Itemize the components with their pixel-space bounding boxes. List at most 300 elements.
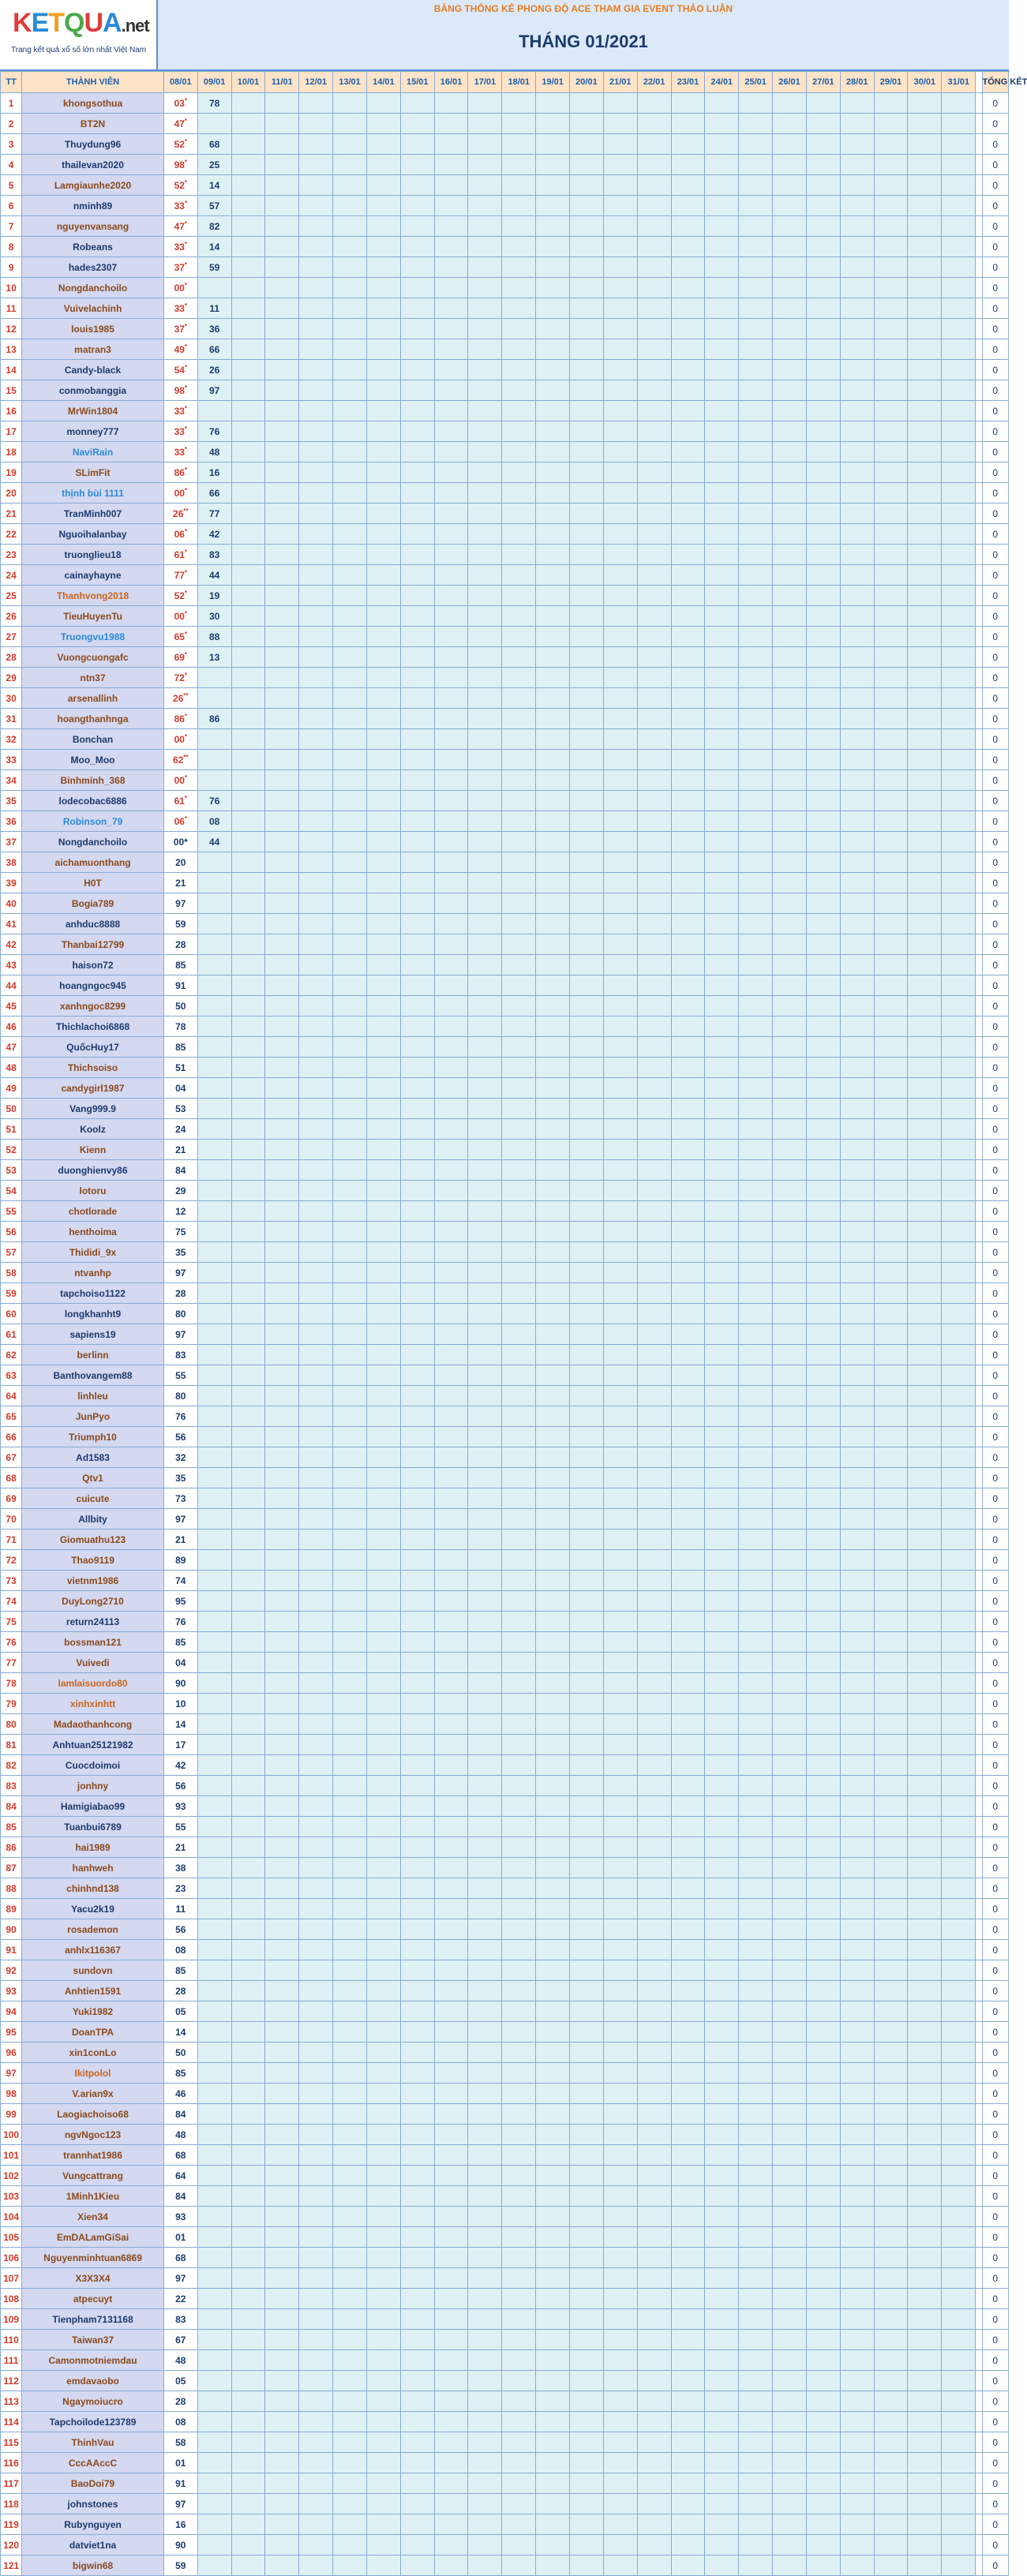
day-cell bbox=[502, 688, 536, 709]
member-name[interactable]: Rubynguyen bbox=[22, 2514, 164, 2535]
day-cell bbox=[671, 2350, 705, 2371]
member-name[interactable]: Vang999.9 bbox=[22, 1099, 164, 1119]
day-cell bbox=[705, 2514, 739, 2535]
day-cell bbox=[400, 175, 434, 196]
day-cell bbox=[333, 1447, 367, 1468]
member-name[interactable]: Thididi_9x bbox=[22, 1242, 164, 1263]
day-cell-0901 bbox=[197, 1242, 231, 1263]
member-name[interactable]: TranMinh007 bbox=[22, 504, 164, 524]
day-cell bbox=[637, 1591, 671, 1612]
day-cell bbox=[840, 873, 874, 893]
member-name[interactable]: cuicute bbox=[22, 1488, 164, 1509]
member-name[interactable]: Triumph10 bbox=[22, 1427, 164, 1447]
member-name[interactable]: hoangngoc945 bbox=[22, 975, 164, 996]
gap-cell bbox=[976, 2207, 982, 2227]
member-name[interactable]: ngvNgoc123 bbox=[22, 2125, 164, 2145]
member-name[interactable]: lodecobac6886 bbox=[22, 791, 164, 811]
day-cell bbox=[536, 1222, 570, 1242]
day-cell bbox=[536, 1447, 570, 1468]
total-col-a: 0 bbox=[982, 770, 1009, 791]
member-name[interactable]: Ad1583 bbox=[22, 1447, 164, 1468]
day-cell bbox=[468, 319, 502, 339]
member-name[interactable]: MrWin1804 bbox=[22, 401, 164, 421]
member-name[interactable]: Taiwan37 bbox=[22, 2330, 164, 2350]
member-name[interactable]: Thuydung96 bbox=[22, 134, 164, 155]
day-cell bbox=[468, 2248, 502, 2268]
table-body bbox=[1, 93, 1009, 2576]
pick-value: 73 bbox=[175, 1492, 186, 1504]
member-name[interactable]: anhlx116367 bbox=[22, 1940, 164, 1960]
day-cell bbox=[468, 1324, 502, 1345]
day-cell bbox=[333, 2125, 367, 2145]
day-cell bbox=[773, 1427, 807, 1447]
table-row bbox=[1, 832, 1009, 852]
member-name[interactable]: Nguoihalanbay bbox=[22, 524, 164, 545]
member-name[interactable]: atpecuyt bbox=[22, 2289, 164, 2309]
member-name[interactable]: Vuongcuongafc bbox=[22, 647, 164, 668]
day-cell bbox=[671, 688, 705, 709]
member-name[interactable]: DuyLong2710 bbox=[22, 1591, 164, 1612]
day-cell bbox=[705, 1160, 739, 1181]
day-cell bbox=[434, 852, 468, 873]
day-cell bbox=[603, 1201, 637, 1222]
day-cell bbox=[942, 2022, 976, 2042]
day-cell bbox=[637, 216, 671, 237]
day-cell bbox=[637, 524, 671, 545]
day-cell bbox=[773, 319, 807, 339]
member-name[interactable]: EmDALamGiSai bbox=[22, 2227, 164, 2248]
member-name[interactable]: hoangthanhnga bbox=[22, 709, 164, 729]
member-name[interactable]: lotoru bbox=[22, 1181, 164, 1201]
member-name[interactable]: chotlorade bbox=[22, 1201, 164, 1222]
day-cell bbox=[570, 401, 604, 421]
member-name[interactable]: aichamuonthang bbox=[22, 852, 164, 873]
member-name[interactable]: X3X3X4 bbox=[22, 2268, 164, 2289]
member-name[interactable]: xinhxinhtt bbox=[22, 1694, 164, 1714]
day-cell bbox=[806, 2309, 840, 2330]
day-cell bbox=[434, 1345, 468, 1365]
member-name[interactable]: haison72 bbox=[22, 955, 164, 975]
row-number: 57 bbox=[1, 1242, 22, 1263]
member-name[interactable]: berlinn bbox=[22, 1345, 164, 1365]
member-name[interactable]: hades2307 bbox=[22, 257, 164, 278]
day-cell bbox=[366, 504, 400, 524]
total-col-a: 0 bbox=[982, 996, 1009, 1017]
member-name[interactable]: Yacu2k19 bbox=[22, 1899, 164, 1919]
day-cell bbox=[400, 729, 434, 750]
member-name[interactable]: Xien34 bbox=[22, 2207, 164, 2227]
day-cell bbox=[536, 873, 570, 893]
member-name[interactable]: arsenallinh bbox=[22, 688, 164, 709]
day-cell bbox=[231, 668, 265, 688]
row-number: 21 bbox=[1, 504, 22, 524]
member-name[interactable]: Anhtuan25121982 bbox=[22, 1735, 164, 1755]
total-col-a: 0 bbox=[982, 1509, 1009, 1530]
day-cell-0901 bbox=[197, 2289, 231, 2309]
day-cell bbox=[603, 442, 637, 462]
member-name[interactable]: Allbity bbox=[22, 1509, 164, 1530]
day-cell bbox=[570, 1058, 604, 1078]
day-cell bbox=[536, 2042, 570, 2063]
day-cell bbox=[333, 1694, 367, 1714]
member-name[interactable]: Bonchan bbox=[22, 729, 164, 750]
day-cell bbox=[468, 2330, 502, 2350]
day-cell bbox=[874, 298, 908, 319]
member-name[interactable]: Camonmotniemdau bbox=[22, 2350, 164, 2371]
member-name[interactable]: anhduc8888 bbox=[22, 914, 164, 934]
day-cell bbox=[840, 1919, 874, 1940]
member-name[interactable]: monney777 bbox=[22, 421, 164, 442]
member-name[interactable]: jonhny bbox=[22, 1776, 164, 1796]
day-cell bbox=[570, 996, 604, 1017]
day-cell bbox=[806, 1612, 840, 1632]
member-name[interactable]: xanhngoc8299 bbox=[22, 996, 164, 1017]
member-name[interactable]: Tuanbui6789 bbox=[22, 1817, 164, 1837]
day-cell bbox=[908, 1345, 942, 1365]
member-name[interactable]: xin1conLo bbox=[22, 2042, 164, 2063]
member-name[interactable]: Vungcattrang bbox=[22, 2166, 164, 2186]
table-row bbox=[1, 1283, 1009, 1304]
member-name[interactable]: Laogiachoiso68 bbox=[22, 2104, 164, 2125]
member-name[interactable]: 1Minh1Kieu bbox=[22, 2186, 164, 2207]
member-name[interactable]: thailevan2020 bbox=[22, 155, 164, 175]
member-name[interactable]: Thichsoiso bbox=[22, 1058, 164, 1078]
table-row bbox=[1, 1817, 1009, 1837]
day-cell bbox=[502, 216, 536, 237]
day-cell bbox=[806, 155, 840, 175]
day-cell bbox=[773, 421, 807, 442]
member-name[interactable]: Bogia789 bbox=[22, 893, 164, 914]
member-name[interactable]: V.arian9x bbox=[22, 2084, 164, 2104]
member-name[interactable]: Candy-black bbox=[22, 360, 164, 380]
member-name[interactable]: Tienpham7131168 bbox=[22, 2309, 164, 2330]
day-cell bbox=[806, 873, 840, 893]
day-cell-0901 bbox=[197, 1694, 231, 1714]
day-cell bbox=[603, 257, 637, 278]
table-row bbox=[1, 339, 1009, 360]
member-name[interactable]: return24113 bbox=[22, 1612, 164, 1632]
day-cell bbox=[400, 1160, 434, 1181]
table-row bbox=[1, 93, 1009, 114]
member-name[interactable]: NaviRain bbox=[22, 442, 164, 462]
day-cell bbox=[908, 1078, 942, 1099]
day-cell bbox=[908, 2145, 942, 2166]
table-row bbox=[1, 668, 1009, 688]
row-number: 31 bbox=[1, 709, 22, 729]
day-cell bbox=[908, 1058, 942, 1078]
member-name[interactable]: Thanhvong2018 bbox=[22, 586, 164, 606]
day-cell bbox=[299, 1488, 333, 1509]
day-cell bbox=[773, 2001, 807, 2022]
gap-cell bbox=[976, 2268, 982, 2289]
day-cell bbox=[502, 996, 536, 1017]
day-cell bbox=[840, 1058, 874, 1078]
member-name[interactable]: Moo_Moo bbox=[22, 750, 164, 770]
day-cell bbox=[333, 1058, 367, 1078]
day-cell bbox=[570, 1550, 604, 1571]
member-name[interactable]: Kienn bbox=[22, 1140, 164, 1160]
day-cell bbox=[400, 1365, 434, 1386]
member-name[interactable]: Giomuathu123 bbox=[22, 1530, 164, 1550]
day-cell bbox=[908, 1201, 942, 1222]
day-cell bbox=[400, 1427, 434, 1447]
day-cell bbox=[671, 1468, 705, 1488]
pick-value: 80 bbox=[175, 1308, 186, 1320]
day-cell bbox=[231, 1837, 265, 1858]
member-name[interactable]: datviet1na bbox=[22, 2535, 164, 2555]
gap-cell bbox=[976, 1386, 982, 1406]
day-cell bbox=[637, 155, 671, 175]
day-cell bbox=[840, 1304, 874, 1324]
day-cell bbox=[840, 791, 874, 811]
day-cell bbox=[265, 1304, 299, 1324]
member-name[interactable]: Qtv1 bbox=[22, 1468, 164, 1488]
day-cell bbox=[942, 1591, 976, 1612]
day-cell bbox=[434, 2309, 468, 2330]
member-name[interactable]: Yuki1982 bbox=[22, 2001, 164, 2022]
day-cell bbox=[705, 483, 739, 504]
member-name[interactable]: Robinson_79 bbox=[22, 811, 164, 832]
day-cell bbox=[502, 380, 536, 401]
day-cell bbox=[434, 1406, 468, 1427]
member-name[interactable]: lamlaisuordo80 bbox=[22, 1673, 164, 1694]
day-cell bbox=[840, 1940, 874, 1960]
gap-cell bbox=[976, 1796, 982, 1817]
day-cell-0801 bbox=[163, 914, 197, 934]
day-cell-0801 bbox=[163, 2248, 197, 2268]
member-name[interactable]: SLimFit bbox=[22, 462, 164, 483]
gap-cell bbox=[976, 1612, 982, 1632]
day-cell bbox=[434, 2207, 468, 2227]
day-cell bbox=[434, 1222, 468, 1242]
day-cell bbox=[908, 1283, 942, 1304]
total-col-a: 0 bbox=[982, 1078, 1009, 1099]
member-name[interactable]: Vuivelachinh bbox=[22, 298, 164, 319]
member-name[interactable]: chinhnd138 bbox=[22, 1878, 164, 1899]
table-row bbox=[1, 237, 1009, 257]
member-name[interactable]: CccAAccC bbox=[22, 2453, 164, 2473]
day-cell bbox=[773, 1919, 807, 1940]
day-cell bbox=[942, 1140, 976, 1160]
day-cell bbox=[637, 791, 671, 811]
day-cell bbox=[806, 319, 840, 339]
member-name[interactable]: Madaothanhcong bbox=[22, 1714, 164, 1735]
day-cell bbox=[570, 955, 604, 975]
day-cell bbox=[400, 237, 434, 257]
day-cell bbox=[908, 504, 942, 524]
member-name[interactable]: johnstones bbox=[22, 2494, 164, 2514]
day-cell bbox=[502, 873, 536, 893]
gap-cell bbox=[976, 914, 982, 934]
day-cell bbox=[739, 2371, 773, 2391]
day-cell bbox=[671, 1037, 705, 1058]
day-cell bbox=[739, 914, 773, 934]
member-name[interactable]: Nongdanchoilo bbox=[22, 278, 164, 298]
member-name[interactable]: thịnh bùi 1111 bbox=[22, 483, 164, 504]
pick-value: 78 bbox=[175, 1020, 186, 1032]
day-cell bbox=[570, 2535, 604, 2555]
member-name[interactable]: Robeans bbox=[22, 237, 164, 257]
day-cell bbox=[536, 1530, 570, 1550]
member-name[interactable]: Hamigiabao99 bbox=[22, 1796, 164, 1817]
member-name[interactable]: emdavaobo bbox=[22, 2371, 164, 2391]
day-cell bbox=[840, 1960, 874, 1981]
day-cell bbox=[874, 2125, 908, 2145]
day-cell bbox=[333, 237, 367, 257]
day-cell bbox=[333, 1263, 367, 1283]
total-col-a: 0 bbox=[982, 2289, 1009, 2309]
day-cell bbox=[874, 1550, 908, 1571]
day-cell bbox=[637, 2104, 671, 2125]
day-cell bbox=[434, 1755, 468, 1776]
member-name[interactable]: Thanbai12799 bbox=[22, 934, 164, 955]
member-name[interactable]: H0T bbox=[22, 873, 164, 893]
day-cell bbox=[231, 586, 265, 606]
day-cell bbox=[603, 134, 637, 155]
member-name[interactable]: bigwin68 bbox=[22, 2555, 164, 2576]
member-name[interactable]: louis1985 bbox=[22, 319, 164, 339]
member-name[interactable]: BaoDoi79 bbox=[22, 2473, 164, 2494]
member-name[interactable]: Koolz bbox=[22, 1119, 164, 1140]
member-name[interactable]: tapchoiso1122 bbox=[22, 1283, 164, 1304]
member-name[interactable]: khongsothua bbox=[22, 93, 164, 114]
day-cell bbox=[637, 319, 671, 339]
day-cell bbox=[806, 1386, 840, 1406]
member-name[interactable]: ntvanhp bbox=[22, 1263, 164, 1283]
day-cell bbox=[637, 2473, 671, 2494]
day-cell bbox=[671, 1058, 705, 1078]
member-name[interactable]: ntn37 bbox=[22, 668, 164, 688]
day-cell bbox=[942, 1940, 976, 1960]
day-cell bbox=[806, 2473, 840, 2494]
day-cell bbox=[265, 2104, 299, 2125]
day-cell bbox=[265, 1427, 299, 1447]
day-cell bbox=[265, 319, 299, 339]
day-cell bbox=[908, 1119, 942, 1140]
member-name[interactable]: cainayhayne bbox=[22, 565, 164, 586]
day-cell bbox=[705, 1735, 739, 1755]
pick-value: 28 bbox=[175, 2395, 186, 2407]
day-cell bbox=[400, 975, 434, 996]
member-name[interactable]: ThinhVau bbox=[22, 2432, 164, 2453]
day-cell bbox=[502, 1078, 536, 1099]
day-cell bbox=[942, 1078, 976, 1099]
member-name[interactable]: Anhtien1591 bbox=[22, 1981, 164, 2001]
table-row bbox=[1, 2391, 1009, 2412]
gap-cell bbox=[976, 2104, 982, 2125]
member-name[interactable]: nminh89 bbox=[22, 196, 164, 216]
member-name[interactable]: truonglieu18 bbox=[22, 545, 164, 565]
member-name[interactable]: TieuHuyenTu bbox=[22, 606, 164, 627]
day-cell bbox=[806, 2248, 840, 2268]
site-logo[interactable] bbox=[0, 0, 158, 69]
member-name[interactable]: sundovn bbox=[22, 1960, 164, 1981]
member-name[interactable]: longkhanht9 bbox=[22, 1304, 164, 1324]
table-row bbox=[1, 155, 1009, 175]
day-cell bbox=[400, 380, 434, 401]
day-cell bbox=[773, 934, 807, 955]
day-cell bbox=[603, 1058, 637, 1078]
member-name[interactable]: Ikitpolol bbox=[22, 2063, 164, 2084]
member-name[interactable]: vietnm1986 bbox=[22, 1571, 164, 1591]
gap-cell bbox=[976, 1591, 982, 1612]
member-name[interactable]: candygirl1987 bbox=[22, 1078, 164, 1099]
day-cell bbox=[874, 2391, 908, 2412]
member-name[interactable]: Binhminh_368 bbox=[22, 770, 164, 791]
member-name[interactable]: rosademon bbox=[22, 1919, 164, 1940]
day-cell bbox=[603, 2494, 637, 2514]
day-cell bbox=[400, 1488, 434, 1509]
day-cell bbox=[908, 647, 942, 668]
member-name[interactable]: Tapchoilode123789 bbox=[22, 2412, 164, 2432]
member-name[interactable]: Thichlachoi6868 bbox=[22, 1017, 164, 1037]
total-col-a: 0 bbox=[982, 93, 1009, 114]
total-col-a: 0 bbox=[982, 1365, 1009, 1386]
day-cell bbox=[637, 2535, 671, 2555]
day-cell bbox=[333, 1612, 367, 1632]
member-name[interactable]: Vuivedi bbox=[22, 1653, 164, 1673]
member-name[interactable]: Nongdanchoilo bbox=[22, 832, 164, 852]
member-name[interactable]: sapiens19 bbox=[22, 1324, 164, 1345]
day-cell bbox=[570, 1612, 604, 1632]
day-cell bbox=[299, 1201, 333, 1222]
day-cell-0901 bbox=[197, 1550, 231, 1571]
table-row bbox=[1, 1345, 1009, 1365]
member-name[interactable]: conmobanggia bbox=[22, 380, 164, 401]
member-name[interactable]: Lamgiaunhe2020 bbox=[22, 175, 164, 196]
member-name[interactable]: duonghienvy86 bbox=[22, 1160, 164, 1181]
day-cell bbox=[570, 2330, 604, 2350]
member-name[interactable]: Truongvu1988 bbox=[22, 627, 164, 647]
member-name[interactable]: DoanTPA bbox=[22, 2022, 164, 2042]
day-cell bbox=[806, 1263, 840, 1283]
member-name[interactable]: Cuocdoimoi bbox=[22, 1755, 164, 1776]
member-name[interactable]: QuốcHuy17 bbox=[22, 1037, 164, 1058]
member-name[interactable]: Nguyenminhtuan6869 bbox=[22, 2248, 164, 2268]
pick-value: 04 bbox=[175, 1082, 186, 1094]
member-name[interactable]: henthoima bbox=[22, 1222, 164, 1242]
day-cell bbox=[570, 339, 604, 360]
member-name[interactable]: Banthovangem88 bbox=[22, 1365, 164, 1386]
member-name[interactable]: hai1989 bbox=[22, 1837, 164, 1858]
day-cell bbox=[806, 421, 840, 442]
day-cell bbox=[570, 114, 604, 134]
member-name[interactable]: Ngaymoiucro bbox=[22, 2391, 164, 2412]
gap-cell bbox=[976, 216, 982, 237]
day-cell bbox=[840, 155, 874, 175]
day-cell bbox=[671, 627, 705, 647]
day-cell bbox=[468, 2309, 502, 2330]
member-name[interactable]: nguyenvansang bbox=[22, 216, 164, 237]
day-cell bbox=[434, 873, 468, 893]
day-cell bbox=[739, 1571, 773, 1591]
day-cell bbox=[536, 832, 570, 852]
day-cell bbox=[265, 2330, 299, 2350]
day-cell bbox=[840, 380, 874, 401]
day-cell bbox=[773, 2145, 807, 2166]
member-name[interactable]: matran3 bbox=[22, 339, 164, 360]
member-name[interactable]: trannhat1986 bbox=[22, 2145, 164, 2166]
member-name[interactable]: bossman121 bbox=[22, 1632, 164, 1653]
day-cell bbox=[400, 1755, 434, 1776]
member-name[interactable]: linhleu bbox=[22, 1386, 164, 1406]
member-name[interactable]: hanhweh bbox=[22, 1858, 164, 1878]
day-cell bbox=[502, 852, 536, 873]
day-cell bbox=[502, 1468, 536, 1488]
member-name[interactable]: BT2N bbox=[22, 114, 164, 134]
member-name[interactable]: JunPyo bbox=[22, 1406, 164, 1427]
member-name[interactable]: Thao9119 bbox=[22, 1550, 164, 1571]
